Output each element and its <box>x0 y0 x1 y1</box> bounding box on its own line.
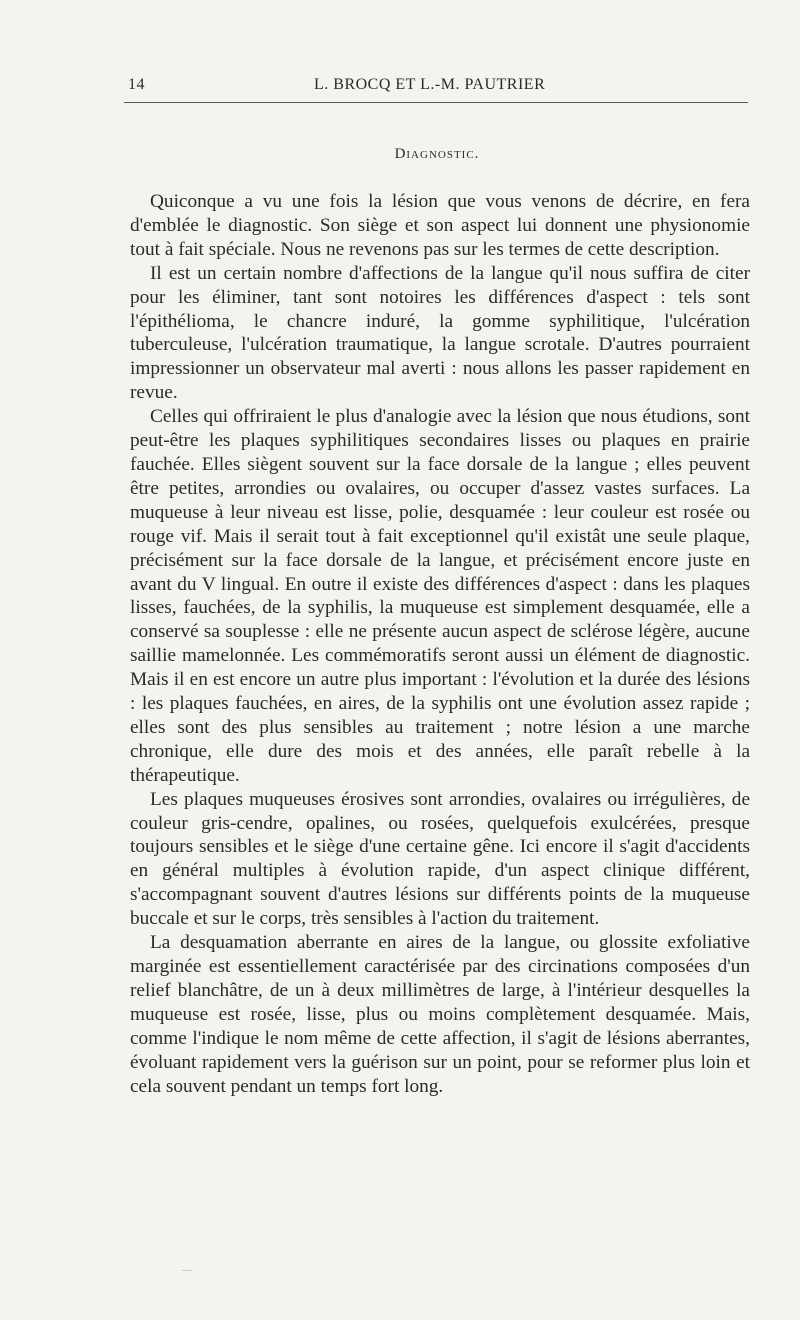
paragraph: Il est un certain nombre d'affections de la langue qu'il nous suffira de citer pour les éliminer, tant sont notoires les différences d'aspect : tels sont l'épithélioma, le chancre induré, la gomme syphilitique, l'ulcération tuberculeuse, l'ulcération traumatique, la langue scrotale. D'autres pourraient impressionner un observateur mal averti : nous allons les passer rapidement en revue. <box>130 262 750 404</box>
bottom-mark <box>182 1270 192 1271</box>
paragraph: Celles qui offriraient le plus d'analogie avec la lésion que nous étudions, sont peut-être les plaques syphilitiques secondaires lisses ou plaques en prairie fauchée. Elles siègent souvent sur la face dorsale de la langue ; elles peuvent être petites, arrondies ou ovalaires, ou occuper d'assez vastes surfaces. La muqueuse à leur niveau est lisse, polie, desquamée : leur couleur est rosée ou rouge vif. Mais il serait tout à fait exceptionnel qu'il existât une seule plaque, précisément sur la face dorsale de la langue, et précisément encore juste en avant du V lingual. En outre il existe des différences d'aspect : dans les plaques lisses, fauchées, de la syphilis, la muqueuse est simplement desquamée, elle a conservé sa souplesse : elle ne présente aucun aspect de sclérose légère, aucune saillie mamelonnée. Les commémoratifs seront aussi un élément de diagnostic. Mais il en est encore un autre plus important : l'évolution et la durée des lésions : les plaques fauchées, en aires, de la syphilis ont une évolution assez rapide ; elles sont des plus sensibles au traitement ; notre lésion a une marche chronique, elle dure des mois et des années, elle paraît rebelle à la thérapeutique. <box>130 406 750 786</box>
running-head-title: L. BROCQ ET L.-M. PAUTRIER <box>314 76 546 93</box>
section-heading: Diagnostic. <box>394 146 480 162</box>
paragraph: Les plaques muqueuses érosives sont arrondies, ovalaires ou irrégulières, de couleur gris-cendre, opalines, ou rosées, quelquefois exulcérées, presque toujours sensibles et le siège d'une certaine gêne. Ici encore il s'agit d'accidents en général multiples à évolution rapide, d'un aspect clinique différent, s'accompagnant souvent d'autres lésions sur différents points de la muqueuse buccale et sur le corps, très sensibles à l'action du traitement. <box>130 788 750 930</box>
page-number: 14 <box>128 76 145 93</box>
running-head <box>128 70 746 98</box>
body-text <box>130 190 750 1098</box>
paragraph: La desquamation aberrante en aires de la langue, ou glossite exfoliative marginée est essentiellement caractérisée par des circinations composées d'un relief blanchâtre, de un à deux millimètres de large, à l'intérieur desquelles la muqueuse est rosée, lisse, plus ou moins complètement desquamée. Mais, comme l'indique le nom même de cette affection, il s'agit de lésions aberrantes, évoluant rapidement vers la guérison sur un point, pour se reformer plus loin et cela souvent pendant un temps fort long. <box>130 932 750 1097</box>
paragraph: Quiconque a vu une fois la lésion que vous venons de décrire, en fera d'emblée le diagnostic. Son siège et son aspect lui donnent une physionomie tout à fait spéciale. Nous ne revenons pas sur les termes de cette description. <box>130 191 750 260</box>
header-rule <box>124 102 748 103</box>
